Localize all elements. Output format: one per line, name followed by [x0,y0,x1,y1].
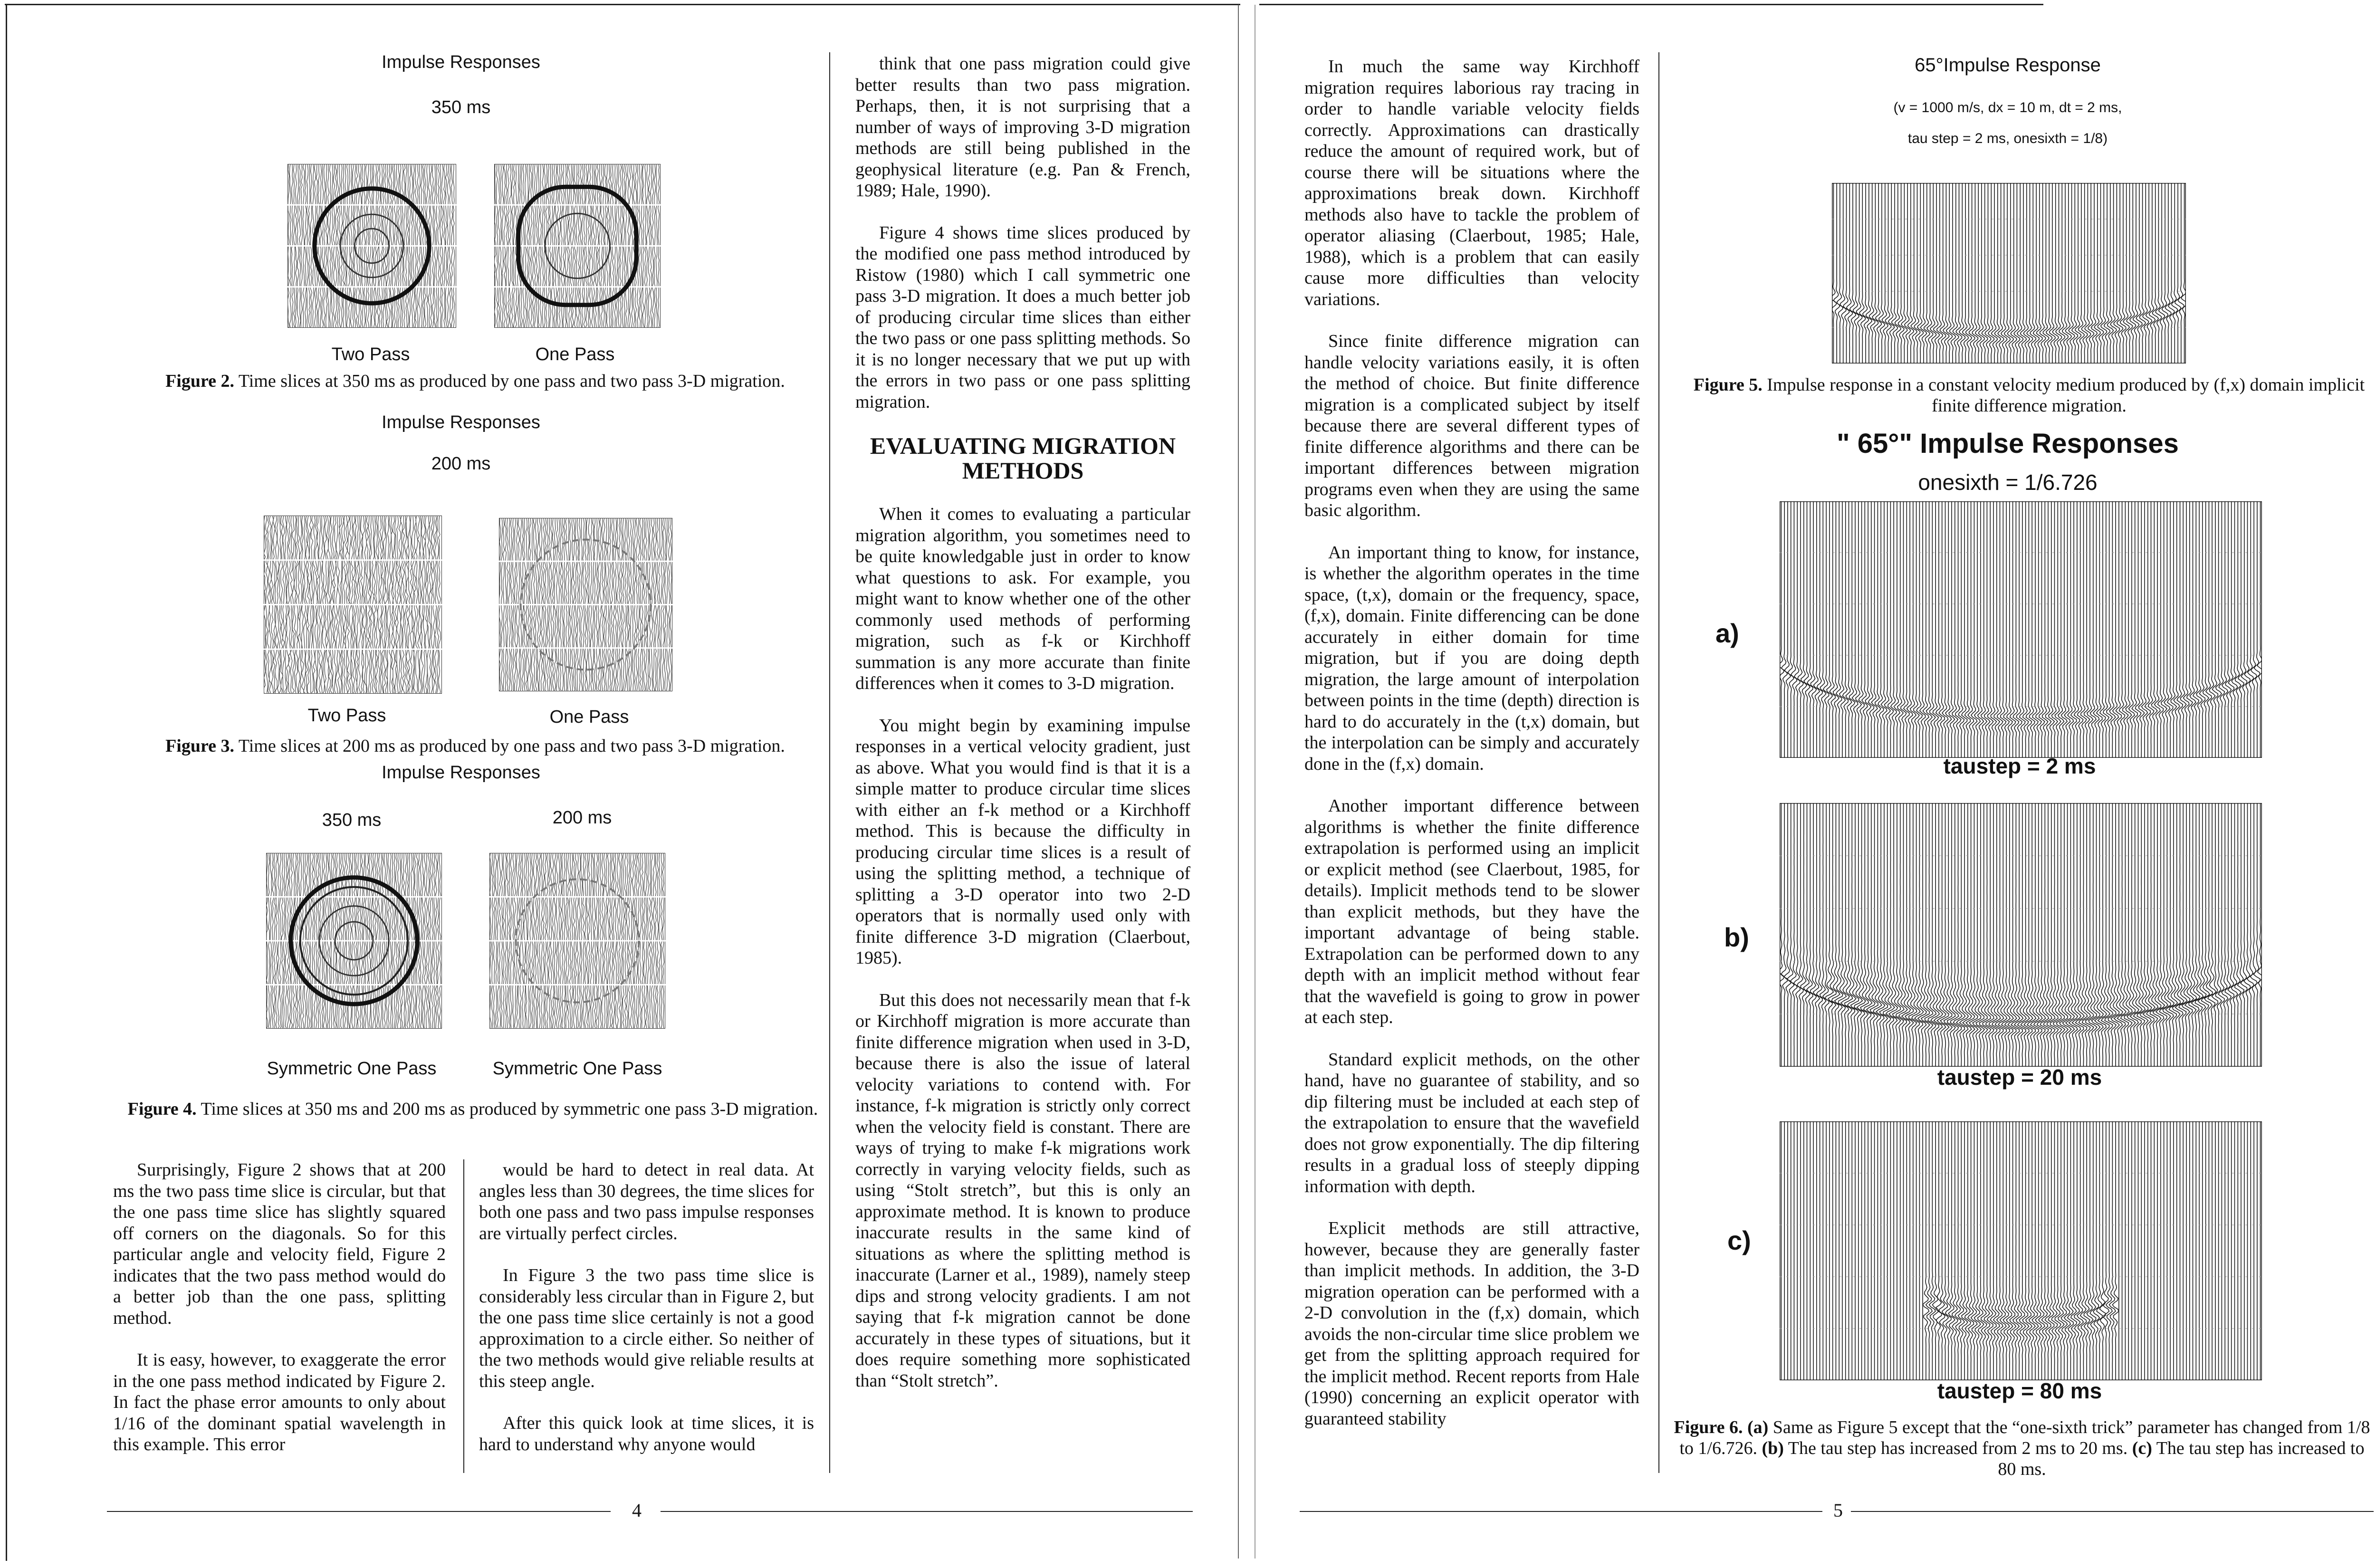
left-column-1 [113,1159,446,1455]
figure5-params-line2: tau step = 2 ms, onesixth = 1/8) [1907,131,2108,146]
figure6-title: " 65°" Impulse Responses [1837,428,2179,459]
paragraph: Another important difference between algorithms is whether the finite difference extrapolation is performed using an implicit or explicit method (see Claerbout, 1985, for details). Implicit methods tend to be slower than explicit methods, but they have the important advantage of being stable. Extrapolation can be performed down to any depth with an implicit method without fear that the wavefield is going to grow in power at each step. [1304,796,1639,1027]
figure4-time-350: 350 ms [322,810,382,830]
figure2-panel-two-pass [287,164,456,328]
figure6-panel-a-label: a) [1715,618,1739,648]
paragraph: think that one pass migration could give better results than two pass migration. Perhaps, then, it is not surprising that a number of ways of improving 3-D migration methods are still being published in the geophysical literature (e.g. Pan & French, 1989; Hale, 1990). [855,54,1190,201]
figure6-caption-part: The tau step has increased from 2 ms to 20 ms. [1783,1438,2132,1458]
figure2-caption-text: Time slices at 350 ms as produced by one pass and two pass 3-D migration. [234,371,785,391]
figure4-panel-350 [266,853,442,1029]
figure2-label-two-pass: Two Pass [331,344,410,364]
figure6-caption-part: (a) [1747,1417,1769,1437]
figure3-caption-number: Figure 3. [165,736,235,756]
figure6-panel-a [1780,501,2262,758]
paragraph: Standard explicit methods, on the other hand, have no guarantee of stability, and so dip filtering must be included at each step of the extrapolation to ensure that the wavefield does not grow exponentially. The dip filtering results in a gradual loss of steeply dipping information with depth. [1304,1049,1639,1196]
figure6-caption-part: Same as Figure 5 except that the “one-sixth trick” parameter has changed from 1/8 to 1/6.726. [1679,1417,2370,1458]
figure4-title: Impulse Responses [382,763,540,783]
figure5-caption-number: Figure 5. [1693,375,1763,395]
figure4-caption [124,1099,822,1119]
section-heading: EVALUATING MIGRATION METHODS [870,432,1176,484]
left-column-2 [479,1159,814,1455]
figure6-panel-c-label: c) [1727,1225,1751,1255]
figure6-panel-b-taustep: taustep = 20 ms [1937,1065,2102,1090]
figure6-caption-part: (b) [1762,1438,1784,1458]
paragraph: An important thing to know, for instance, is whether the algorithm operates in the time space, (t,x), domain or the frequency, space, (f,x), domain. Finite differencing can be done accurately in either domain for time migration, but if you are doing depth migration, the large amount of interpolation between points in the time (depth) direction is hard to do accurately in the (t,x) domain, but the interpolation can be simply and accurately done in the (f,x) domain. [1304,542,1639,774]
figure2-time: 350 ms [431,97,491,117]
figure3-time: 200 ms [431,454,491,474]
paragraph: It is easy, however, to exaggerate the error in the one pass method indicated by Figure 2. In fact the phase error amounts to only about 1/16 of the dominant spatial wavelength in this example. This error [113,1350,446,1454]
paragraph: In Figure 3 the two pass time slice is considerably less circular than in Figure 2, but the one pass time slice certainly is not a good approximation to a circle either. So neither of the two methods would give reliable results at this steep angle. [479,1265,814,1391]
figure3-caption [109,736,841,756]
figure6-caption-part [1743,1417,1747,1437]
figure4-label-right: Symmetric One Pass [492,1059,662,1079]
figure2-title: Impulse Responses [382,52,540,72]
figure2-panel-one-pass [494,164,661,328]
figure3-label-one-pass: One Pass [549,707,629,727]
right-column-divider [1658,52,1659,1473]
paragraph: would be hard to detect in real data. At angles less than 30 degrees, the time slices for both one pass and two pass impulse responses are virtually perfect circles. [479,1160,814,1243]
figure3-caption-text: Time slices at 200 ms as produced by one pass and two pass 3-D migration. [234,736,785,756]
figure4-caption-number: Figure 4. [127,1099,197,1119]
left-page-column-divider [829,52,830,1473]
figure5-title: 65°Impulse Response [1915,55,2101,76]
paragraph: But this does not necessarily mean that f-k or Kirchhoff migration is more accurate than finite difference migration when used in 3-D, because there is also the issue of lateral velocity variations to contend with. For instance, f-k migration is strictly only correct when the velocity field is constant. There are ways of trying to make f-k migrations work correctly in varying velocity fields, such as using “Stolt stretch”, but this is only an approximate method. It is known to produce inaccurate results in the same kind of situations as where the splitting method is inaccurate (Larner et al., 1989), namely steep dips and strong velocity gradients. I am not saying that f-k migration cannot be done accurately in these types of situations, but it does require something more sophisticated than “Stolt stretch”. [855,990,1190,1391]
paragraph: After this quick look at time slices, it is hard to understand why anyone would [479,1413,814,1454]
figure5-caption [1682,374,2376,416]
paragraph: Explicit methods are still attractive, however, because they are generally faster than implicit methods. In addition, the 3-D migration operation can be performed with a 2-D convolution in the (f,x) domain, which avoids the non-circular time slice problem we get from the splitting approach required for the implicit method. Recent reports from Hale (1990) concerning an explicit operator with guaranteed stability [1304,1218,1639,1429]
left-page-number: 4 [632,1500,642,1521]
top-border-left [5,4,1240,5]
figure2-caption [109,371,841,392]
figure5-seismic-panel [1832,183,2186,363]
figure6-panel-c-taustep: taustep = 80 ms [1937,1378,2102,1403]
figure6-panel-a-taustep: taustep = 2 ms [1943,754,2096,778]
left-footer-rule-left [107,1511,611,1512]
left-column-3 [855,53,1190,1391]
figure6-caption-part: Figure 6. [1674,1417,1743,1437]
right-page-number: 5 [1833,1500,1843,1521]
paragraph: Surprisingly, Figure 2 shows that at 200 ms the two pass time slice is circular, but that the one pass time slice has slightly squared off corners on the diagonals. So for this particular angle and velocity field, Figure 2 indicates that the two pass method would do a better job than the one pass, splitting method. [113,1160,446,1328]
figure4-time-200: 200 ms [552,808,612,828]
right-column-1 [1304,56,1639,1429]
figure3-label-two-pass: Two Pass [307,706,386,726]
figure6-subtitle: onesixth = 1/6.726 [1918,470,2098,495]
right-footer-rule-right [1851,1511,2374,1512]
figure3-panel-two-pass [264,516,442,694]
figure6-caption-part: (c) [2132,1438,2152,1458]
figure3-title: Impulse Responses [382,412,540,432]
figure6-caption [1670,1417,2374,1480]
figure4-label-left: Symmetric One Pass [267,1059,437,1079]
paragraph: Figure 4 shows time slices produced by the modified one pass method introduced by Ristow (1980) which I call symmetric one pass 3-D migration. It does a much better job of producing circular time slices than either the two pass or one pass splitting methods. So it is no longer necessary that we put up with the errors in two pass or one pass splitting migration. [855,222,1190,412]
figure2-caption-number: Figure 2. [165,371,235,391]
figure5-caption-text: Impulse response in a constant velocity medium produced by (f,x) domain implicit finite difference migration. [1762,375,2365,416]
paragraph: When it comes to evaluating a particular migration algorithm, you sometimes need to be quite knowledgable just in order to know what questions to ask. For example, you might want to know whether one of the other commonly used methods of performing migration, such as f-k or Kirchhoff summation is any more accurate than finite differences when it comes to 3-D migration. [855,504,1190,693]
top-border-right [1259,4,2043,5]
right-footer-rule-left [1300,1511,1822,1512]
paragraph: Since finite difference migration can handle velocity variations easily, it is often the method of choice. But finite difference migration is a complicated subject by itself because there are several different types of finite difference algorithms and there can be important differences between migration programs even when they are using the same basic algorithm. [1304,331,1639,520]
figure2-label-one-pass: One Pass [535,344,615,364]
figure6-panel-b [1780,803,2262,1067]
figure4-caption-text: Time slices at 350 ms and 200 ms as produced by symmetric one pass 3-D migration. [196,1099,818,1119]
left-column-divider [463,1159,464,1473]
figure3-panel-one-pass [499,518,672,691]
paragraph: You might begin by examining impulse responses in a vertical velocity gradient, just as above. What you would find is that it is a simple matter to produce circular time slices with either an f-k method or a Kirchhoff method. This is because the difficulty in producing circular time slices is a result of using the splitting method, a technique of splitting a 3-D operator into two 2-D operators that is normally used only with finite difference 3-D migration (Claerbout, 1985). [855,715,1190,968]
paragraph: In much the same way Kirchhoff migration requires laborious ray tracing in order to handle variable velocity fields correctly. Approximations can drastically reduce the amount of required work, but of course there will be situations where the approximations break down. Kirchhoff methods also have to tackle the problem of operator aliasing (Claerbout, 1985; Hale, 1988), which is a problem that can easily cause more difficulties than velocity variations. [1304,57,1639,309]
figure6-panel-b-label: b) [1724,922,1749,952]
figure6-panel-c [1780,1121,2262,1380]
figure4-panel-200 [489,853,665,1029]
figure6-caption-part: The tau step has increased to 80 ms. [1998,1438,2365,1479]
center-gutter-line [1238,5,1239,1558]
figure5-params-line1: (v = 1000 m/s, dx = 10 m, dt = 2 ms, [1893,100,2122,115]
left-border [6,5,7,1561]
left-footer-rule-right [661,1511,1193,1512]
